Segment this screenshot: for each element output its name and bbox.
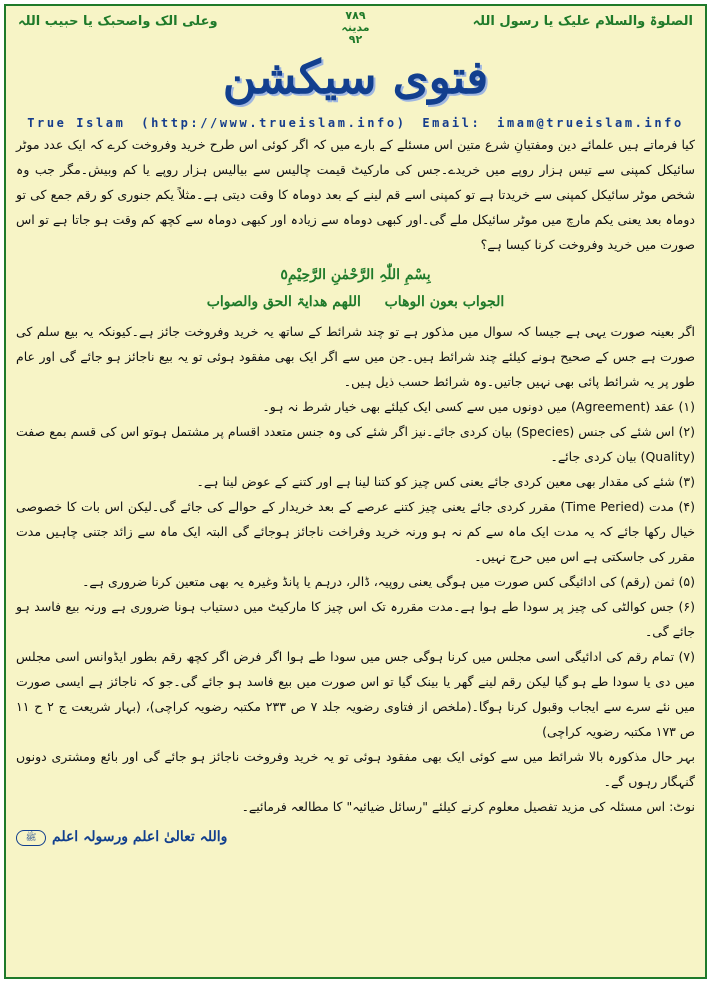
answer-heading: [16, 290, 695, 315]
honorific-calligraphy-icon: ﷺ: [16, 830, 46, 846]
condition-item: (۱) عقد (Agreement) میں دونوں میں سے کسی ایک کیلئے بھی خیار شرط نہ ہو۔: [262, 399, 695, 414]
fatwa-content: [16, 132, 695, 969]
answer-heading-1: الجواب بعون الوھاب: [384, 294, 505, 310]
condition-item: (۲) اس شئے کی جنس (Species) بیان کردی جائے۔نیز اگر شئے کی وہ جنس متعدد اقسام پر مشتمل ہوتو اس کی قسم بمع صفت (Quality) بیان کردی جائے۔: [16, 424, 696, 464]
note-text: نوٹ: اس مسئلہ کی مزید تفصیل معلوم کرنے کیلئے "رسائل ضیائیہ" کا مطالعہ فرمائیے۔: [241, 799, 695, 814]
email-label: Email:: [422, 116, 482, 130]
bismillah: بِسْمِ اللّٰہِ الرَّحْمٰنِ الرَّحِیْمِ٥: [280, 267, 431, 283]
condition-item: (۶) جس کوالٹی کی چیز پر سودا طے ہوا ہے۔مدت مقررہ تک اس چیز کا مارکیٹ میں دستیاب ہونا ضروری ہے ورنہ بیع فاسد ہو جائے گی۔: [16, 599, 695, 639]
page-title: فتوی سیکشن: [222, 50, 489, 104]
condition-item: (۷) تمام رقم کی ادائیگی اسی مجلس میں کرنا ہوگی جس میں سودا طے ہوا اگر فرض اگر کچھ رقم بطور ایڈوانس اسی مجلس میں دی یا سودا طے ہو گیا لیکن رقم لینے گھر یا بینک گیا تو اس صورت میں بیع فاسد ہو جائے گی۔جو کہ ناجائز ہے ایسی صورت میں نئے سرے سے ایجاب وقبول کرنا ہوگا۔(ملخص از فتاوی رضویہ جلد ۷ ص ۲۳۳ مکتبہ رضویہ کراچی)، (بہار شریعت ج ۲ ح ۱۱ ص ۱۷۳ مکتبہ رضویہ کراچی): [16, 649, 696, 739]
question-text: کیا فرماتے ہیں علمائے دین ومفتیانِ شرع متین اس مسئلے کے بارے میں کہ اگر کوئی اس طرح خرید وفروخت کرے کہ ایک عدد موٹر سائیکل کمپنی سے تیس ہزار روپے میں خریدے۔جس کی مارکیٹ قیمت چالیس سے بیالیس ہزار روپے یا کم وبیش۔مگر جب وہ شخص موٹر سائیکل کمپنی سے خریدتا ہے تو کمپنی اسے قم لینے کے بعد دوماہ کا وقت دیتی ہے۔مثلاً یکم جنوری کو رقم جمع کی تو دوماہ بعد یعنی یکم مارچ میں موٹر سائیکل ملے گی۔اور کبھی دوماہ سے زیادہ اور کبھی دوماہ سے کچھ کم وقت ہو جاتا ہے تو اس صورت میں خرید وفروخت کرنا کیسا ہے؟: [16, 137, 695, 252]
closing-text: واللہ تعالیٰ اعلم ورسولہ اعلم: [52, 829, 228, 845]
salutation-left: وعلی الک واصحبک یا حبیب اللہ: [18, 14, 218, 29]
site-links-line: [6, 116, 705, 130]
fatwa-number: [341, 10, 369, 46]
answer-heading-2: اللھم ھدایۃ الحق والصواب: [206, 294, 361, 310]
condition-item: (۵) ثمن (رقم) کی ادائیگی کس صورت میں ہوگی یعنی روپیہ، ڈالر، درہم یا پانڈ وغیرہ یہ بھی متعین کرنا ضروری ہے۔: [82, 574, 695, 589]
email-link[interactable]: imam@trueislam.info: [497, 116, 684, 130]
fatwa-number-top: ۷۸۹: [345, 9, 366, 22]
fatwa-number-bottom: ۹۲: [348, 33, 363, 46]
condition-item: (۴) مدت (Time Peried) مقرر کردی جائے یعنی چیز کتنے عرصے کے بعد خریدار کے حوالے کی جائے گی۔لیکن اس بات کا خصوصی خیال رکھا جائے کہ یہ مدت ایک ماہ سے کم نہ ہو ورنہ خرید وفراخت ناجائز ہوجائے گی البتہ ایک ماہ سے زائد جتنی چاہیں مدت مقرر کی جاسکتی ہے اس میں حرج نہیں۔: [16, 499, 695, 564]
fatwa-page: [4, 4, 707, 979]
conclusion-text: بہر حال مذکورہ بالا شرائط میں سے کوئی ایک بھی مفقود ہوئی تو یہ خرید وفروخت ناجائز ہو جائے گی اور بائع ومشتری دونوں گنہگار رہوں گے۔: [16, 749, 695, 789]
condition-item: (۳) شئے کی مقدار بھی معین کردی جائے یعنی کس چیز کو کتنا لینا ہے اور کتنے کے عوض لینا ہے۔: [196, 474, 695, 489]
site-url-link[interactable]: (http://www.trueislam.info): [141, 116, 407, 130]
answer-intro: اگر بعینہ صورت یہی ہے جیسا کہ سوال میں مذکور ہے تو چند شرائط کے ساتھ یہ خرید وفروخت جائز ہے۔کیونکہ یہ بیع سلم کی صورت ہے جس کے صحیح ہونے کیلئے چند شرائط ہیں۔جن میں سے اگر ایک بھی مفقود ہوئی تو یہ بیع ناجائز ہو جائے گی اور عام طور پر یہ شرائط پائی بھی نہیں جاتیں۔وہ شرائط حسب ذیل ہیں۔: [16, 324, 695, 389]
fatwa-number-mid: مدینہ: [341, 21, 370, 34]
closing-line: [16, 825, 695, 850]
salutation-right: الصلوۃ والسلام علیک یا رسول اللہ: [472, 14, 693, 29]
header-bar: [14, 10, 697, 50]
site-name: True Islam: [27, 116, 126, 130]
